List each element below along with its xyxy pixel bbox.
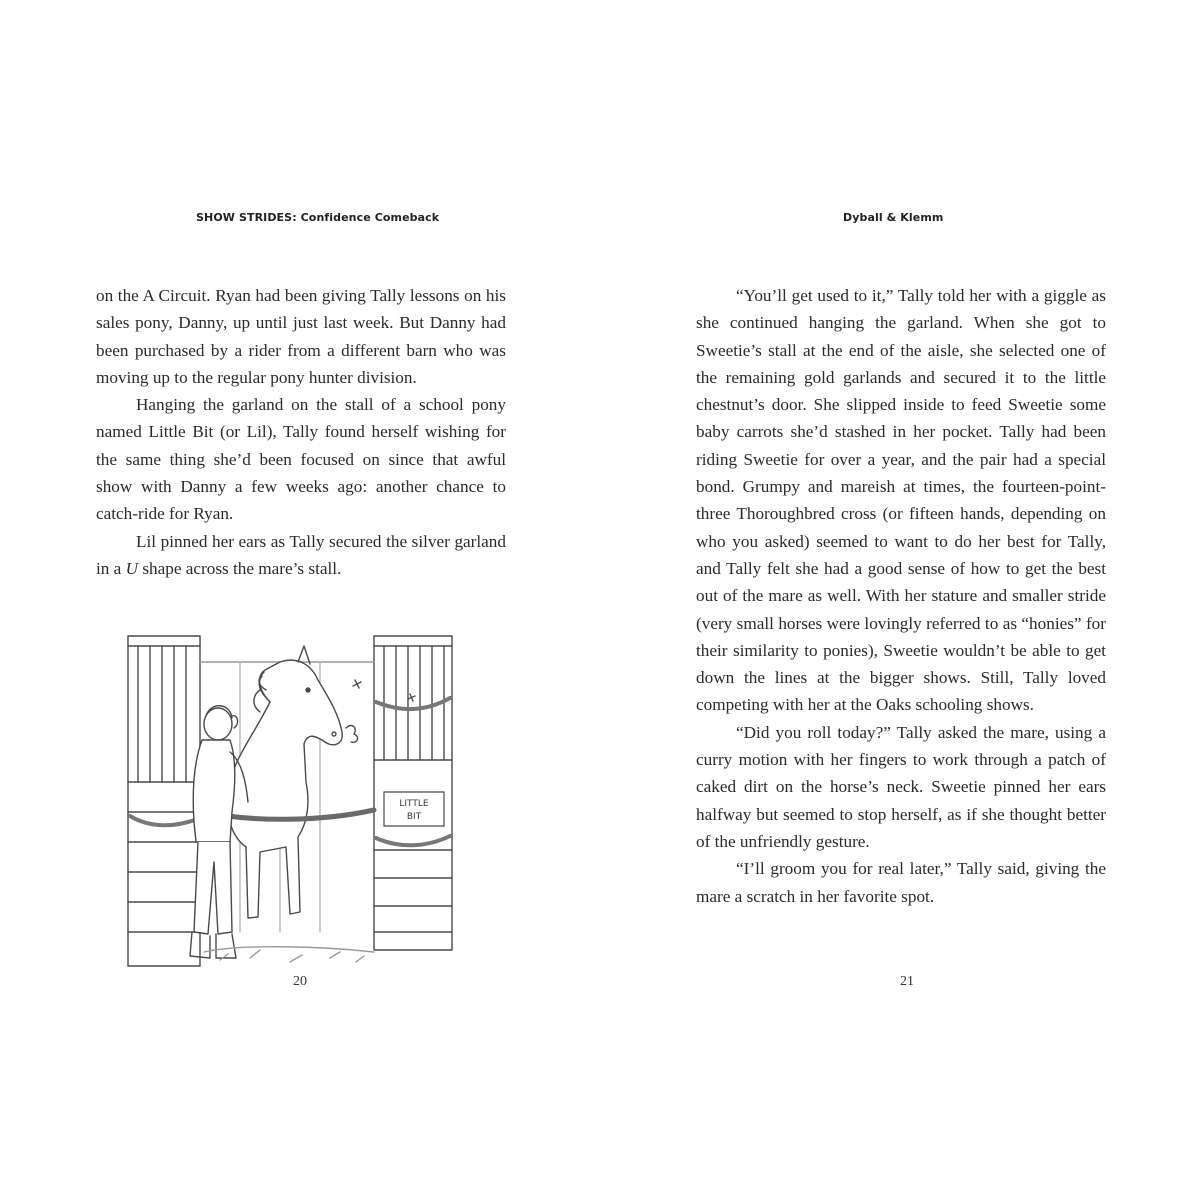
paragraph: on the A Circuit. Ryan had been giving Tally lessons on his sales pony, Danny, up until just last week. But Danny had been purchased by a rider from a different barn who was moving up to the regular pony hunter division. [96, 286, 506, 387]
paragraph: Hanging the garland on the stall of a school pony named Little Bit (or Lil), Tally found herself wishing for the same thing she’d been focused on since that awful show with Danny a few weeks ago: another chance to catch-ride for Ryan. [96, 395, 506, 524]
running-head-right: Dyball & Klemm [843, 211, 944, 224]
body-text-left [96, 282, 506, 582]
running-head-left: SHOW STRIDES: Confidence Comeback [196, 211, 440, 224]
paragraph: “You’ll get used to it,” Tally told her with a giggle as she continued hanging the garland. When she got to Sweetie’s stall at the end of the aisle, she selected one of the remaining gold garlands and secured it to the little chestnut’s door. She slipped inside to feed Sweetie some baby carrots she’d stashed in her pocket. Tally had been riding Sweetie for over a year, and the pair had a special bond. Grumpy and mareish at times, the fourteen-point-three Thoroughbred cross (or fifteen hands, depending on who you asked) seemed to want to do her best for Tally, and Tally felt she had a good sense of how to get the best out of the mare as well. With her stature and smaller stride (very small horses were lovingly referred to as “honies” for their similarity to ponies), Sweetie wouldn’t be able to get down the lines at the bigger shows. Still, Tally loved competing with her at the Oaks schooling shows. [696, 286, 1106, 715]
nameplate-line2: BIT [406, 812, 422, 822]
stall-illustration [120, 632, 470, 972]
page-number-left: 20 [293, 974, 307, 989]
nameplate-line1: LITTLE [399, 799, 429, 809]
paragraph: “Did you roll today?” Tally asked the mare, using a curry motion with her fingers to work through a patch of caked dirt on the horse’s neck. Sweetie pinned her ears halfway but seemed to stop herself, as if she thought better of the unfriendly gesture. [696, 722, 1106, 851]
body-text-right [696, 282, 1106, 910]
right-page [600, 0, 1200, 1200]
page-number-right: 21 [900, 974, 914, 989]
paragraph: Lil pinned her ears as Tally secured the silver garland in a U shape across the mare’s stall. [96, 531, 506, 578]
paragraph: “I’ll groom you for real later,” Tally said, giving the mare a scratch in her favorite spot. [696, 859, 1106, 906]
